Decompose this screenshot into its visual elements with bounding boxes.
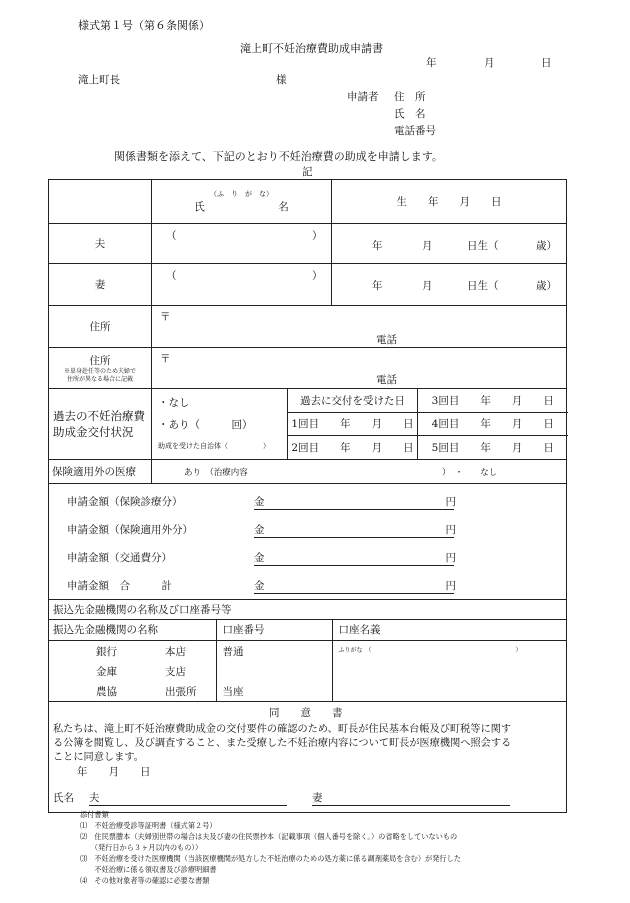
attachment-item: （発行日から３ヶ月以内のもの）） [80,843,203,852]
wife-birth-field[interactable] [332,264,567,306]
birth-day-age: 日生（ [467,280,499,292]
amount-insured-field[interactable]: 金 円 [254,496,456,508]
consent-text-1: 私たちは、滝上町不妊治療費助成金の交付要件の確認のため、町長が住民基本台帳及び町税等に関す [53,723,512,735]
age-unit: 歳） [536,280,557,292]
uninsured-label: 保険適用外の医療 [49,460,152,484]
amount-total-field[interactable]: 金 円 [254,580,456,592]
sign-husband-field[interactable]: 夫 [89,790,287,806]
consent-text-3: ことに同意します。 [53,751,144,763]
husband-name-field[interactable] [152,224,332,264]
wife-label: 妻 [49,264,152,306]
applicant-name-label: 氏 名 [394,108,426,120]
round2-field[interactable]: 2回目 年 月 日 [288,435,418,459]
date-month-label: 月 [484,57,495,69]
address2-note-2: 住所が異なる場合に記載 [66,375,133,383]
address2-field[interactable] [152,348,567,389]
uninsured-yes: あり （治療内容 [184,468,248,478]
age-unit: 歳） [536,240,557,252]
account-type-toza: 当座 [222,685,244,698]
account-number-header: 口座番号 [216,620,332,640]
account-type-futsu: 普通 [222,645,244,658]
municipality-field[interactable]: 助成を受けた自治体（ ） [158,442,270,450]
consent-title: 同 意 書 [269,706,343,719]
form-number: 様式第１号（第６条関係） [78,19,210,32]
branch-main-office: 本店 [165,645,186,658]
round4-field[interactable]: 4回目 年 月 日 [418,412,568,435]
past-yes-option[interactable]: ・あり（ 回） [158,419,253,431]
address2-phone-label: 電話 [376,374,397,386]
date-day-label: 日 [541,57,552,69]
consent-cell [49,701,567,812]
attachment-item: ⑷ その他対象者等の確認に必要な書類 [80,876,210,885]
amount-transport-label: 申請金額（交通費分） [67,552,172,564]
amounts-cell [49,484,567,600]
account-name-field[interactable] [332,640,567,701]
bank-details-cell [49,620,567,702]
address2-cell [49,348,152,389]
wife-name-field[interactable] [152,264,332,306]
bank-section-header: 振込先金融機関の名称及び口座番号等 [49,600,567,620]
bank-type-nokyo: 農協 [96,685,117,698]
account-name-header: 口座名義 [332,620,567,640]
birth-year: 年 [372,280,383,292]
amount-total-label: 申請金額 合 計 [67,580,172,592]
postal-mark: 〒 [160,353,171,365]
husband-birth-field[interactable] [332,224,567,264]
attachment-item: ⑵ 住民票謄本（夫婦別世帯の場合は夫及び妻の住民票抄本（記載事項（個人番号を除く。）の省略をしていないもの [80,832,458,841]
address-field[interactable] [152,306,567,348]
furigana-label: （ふ り が な） [210,190,273,198]
attachment-item: ⑶ 不妊治療を受けた医療機関（当該医療機関が処方した不妊治療のための処方薬に係る調剤薬局を含む）が発行した [80,854,461,863]
addressee: 滝上町長 [78,74,120,86]
honorific: 様 [276,74,287,86]
address-phone-label: 電話 [376,334,397,346]
sign-name-label: 氏名 [53,791,74,804]
postal-mark: 〒 [160,311,171,323]
address2-note-1: ※単身赴任等のため夫婦で [63,367,136,375]
bank-type-bank: 銀行 [96,645,117,658]
account-furigana: ふりがな （ ） [338,646,522,654]
attachments-notes [80,809,461,886]
applicant-label: 申請者 [347,91,379,103]
consent-date[interactable]: 年 月 日 [77,765,151,778]
account-number-field[interactable] [216,640,332,701]
bank-name-field[interactable] [49,640,216,701]
paren-open: （ [166,230,177,242]
birth-day-age: 日生（ [467,240,499,252]
sign-wife-field[interactable]: 妻 [312,790,510,806]
past-date-header: 過去に交付を受けた日 [288,389,418,412]
consent-text-2: る公簿を閲覧し、及び調査すること、また受療した不妊治療内容について町長が医療機関へ照会する [53,737,512,749]
bank-type-kinko: 金庫 [96,665,117,678]
branch-agency: 出張所 [165,685,197,698]
ki-label: 記 [302,166,313,178]
page-title: 滝上町不妊治療費助成申請書 [240,42,383,55]
amount-uninsured-label: 申請金額（保険適用外分） [67,524,193,536]
uninsured-close: ） ・ なし [442,468,498,478]
attachments-title: 添付書類 [80,810,109,819]
past-status-label: 過去の不妊治療費助成金交付状況 [49,389,152,460]
birth-year: 年 [372,240,383,252]
husband-label: 夫 [49,224,152,264]
round5-field[interactable]: 5回目 年 月 日 [418,435,568,459]
past-dates-table [287,389,568,459]
round1-field[interactable]: 1回目 年 月 日 [288,412,418,435]
birth-month: 月 [422,280,433,292]
paren-close: ） [312,270,323,282]
bank-table [49,620,567,701]
date-year-label: 年 [426,57,437,69]
uninsured-field[interactable] [152,460,567,484]
amount-insured-label: 申請金額（保険診療分） [67,496,183,508]
address-label: 住所 [49,306,152,348]
amount-uninsured-field[interactable]: 金 円 [254,524,456,536]
bank-name-header: 振込先金融機関の名称 [49,620,216,640]
round3-field[interactable]: 3回目 年 月 日 [418,389,568,412]
attachment-item: ⑴ 不妊治療受診等証明書（様式第２号） [80,821,217,830]
intro-text: 関係書類を添えて、下記のとおり不妊治療費の助成を申請します。 [114,150,443,163]
birth-month: 月 [422,240,433,252]
applicant-phone-label: 電話番号 [394,125,436,137]
blank-header-cell [49,180,152,224]
attachment-item: 不妊治療に係る領収書及び診療明細書 [80,865,217,874]
application-form-table [48,179,567,813]
past-none-option[interactable]: ・なし [158,397,190,409]
address2-label: 住所 [89,354,111,367]
name-header-cell [152,180,332,224]
birth-header-cell: 生 年 月 日 [332,180,567,224]
past-status-field [152,389,567,460]
amount-transport-field[interactable]: 金 円 [254,552,456,564]
branch-branch: 支店 [165,665,186,678]
applicant-address-label: 住 所 [394,91,426,103]
name-header-label: 氏 名 [194,201,289,213]
paren-open: （ [166,270,177,282]
paren-close: ） [312,230,323,242]
